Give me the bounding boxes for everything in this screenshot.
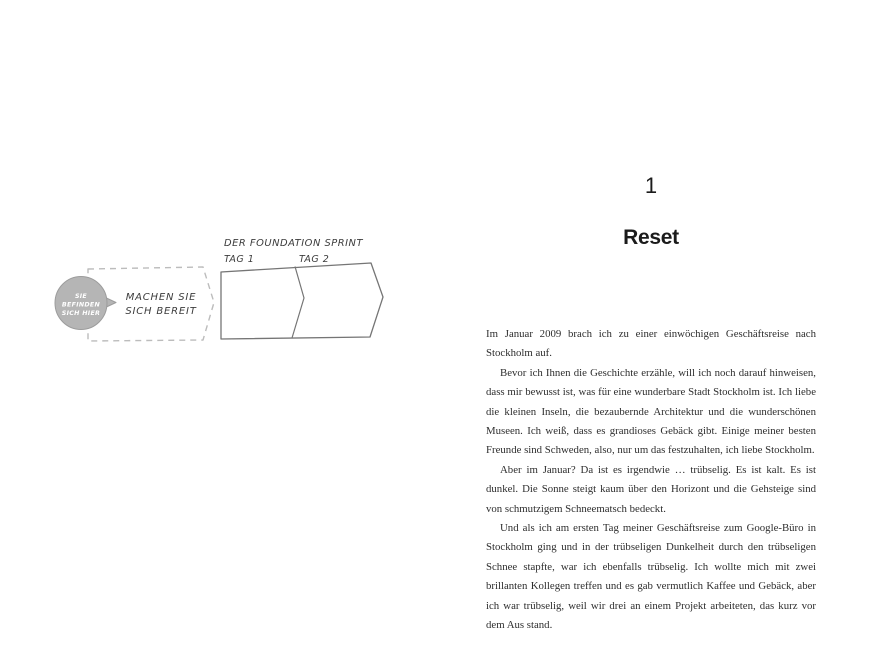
foundation-sprint-diagram	[40, 228, 400, 352]
bubble-line-2: BEFINDEN	[61, 301, 101, 309]
tag1-label: TAG 1	[224, 254, 255, 265]
paragraph-3: Aber im Januar? Da ist es irgendwie … trübselig. Es ist kalt. Es ist dunkel. Die Sonne steigt kaum über den Horizont und die Gehsteige sind von schmutzigem Schneematsch bedeckt.	[486, 463, 816, 515]
paragraph-2: Bevor ich Ihnen die Geschichte erzähle, will ich noch darauf hinweisen, dass mir bewusst ist, was für eine wunderbare Stadt Stockholm ist. Ich liebe die kleinen Inseln, die bezaubernde Architektur und die wunderschönen Museen. Ich weiß, dass es grandioses Gebäck gibt. Einige meiner besten Freunde sind Schweden, also, nur um das festzuhalten, ich liebe Stockholm.	[486, 366, 816, 457]
chapter-body	[486, 325, 816, 636]
tag2-label: TAG 2	[299, 254, 330, 265]
bubble-line-3: SICH HIER	[61, 310, 101, 317]
paragraph-4: Und als ich am ersten Tag meiner Geschäftsreise zum Google-Büro in Stockholm ging und in der trübseligen Dunkelheit durch den trübseligen Schnee stapfte, war ich ebenfalls trübselig. Ich wollte mich mit zwei brillanten Kollegen treffen und es gab vermutlich Kaffee und Gebäck, aber ich war trübselig, weil wir drei an einem Projekt arbeiteten, das kurz vor dem Aus stand.	[486, 522, 816, 632]
bubble-line-1: SIE	[74, 293, 88, 300]
sprint-arrow-outline	[221, 263, 383, 339]
diagram-title: DER FOUNDATION SPRINT	[224, 238, 364, 249]
get-ready-line-2: SICH BEREIT	[125, 306, 197, 317]
get-ready-line-1: MACHEN SIE	[125, 292, 197, 303]
chapter-title: Reset	[623, 226, 679, 249]
chapter-number: 1	[644, 173, 658, 198]
paragraph-1: Im Januar 2009 brach ich zu einer einwöchigen Geschäftsreise nach Stockholm auf.	[486, 328, 816, 360]
